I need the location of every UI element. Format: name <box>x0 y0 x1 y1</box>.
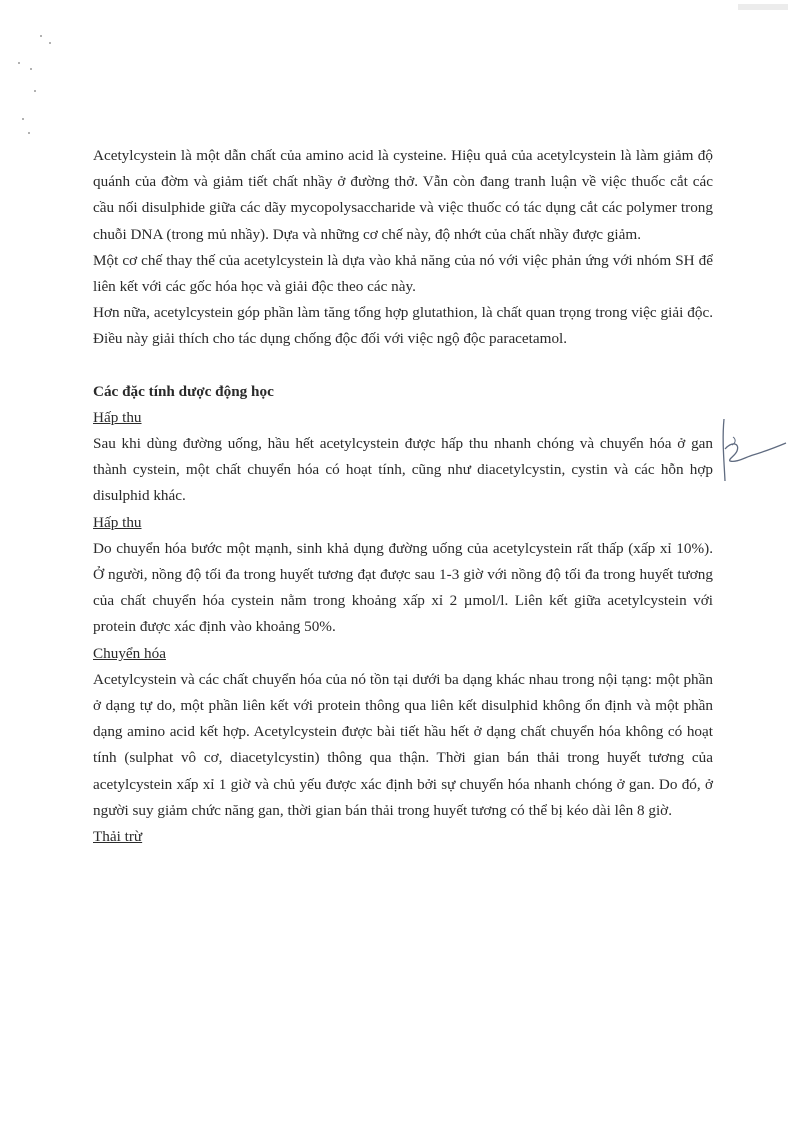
scan-speck <box>49 42 51 44</box>
elimination-heading-text: Thải trừ <box>93 828 143 846</box>
metabolism-paragraph: Acetylcystein và các chất chuyển hóa của nó tồn tại dưới ba dạng khác nhau trong nội tạng: một phần ở dạng tự do, một phần liên kết với protein thông qua liên kết disulphid không ổn định và một phần dạng amino acid kết hợp. Acetylcystein được bài tiết hầu hết ở dạng chất chuyển hóa không có hoạt tính (sulphat vô cơ, diacetylcystin) thông qua thận. Thời gian bán thải trong huyết tương của acetylcystein xấp xỉ 1 giờ và chủ yếu được xác định bởi sự chuyển hóa nhanh chóng ở gan. Do đó, ở người suy giảm chức năng gan, thời gian bán thải trong huyết tương có thể bị kéo dài lên 8 giờ. <box>93 670 713 819</box>
metabolism-heading-text: Chuyển hóa <box>93 644 166 662</box>
scan-speck <box>30 68 32 70</box>
scan-speck <box>34 90 36 92</box>
elimination-heading <box>93 824 713 850</box>
handwritten-initials <box>708 415 788 495</box>
intro-paragraph-2: Một cơ chế thay thế của acetylcystein là dựa vào khả năng của nó với việc phản ứng với nhóm SH để liên kết với các gốc hóa học và giải độc theo các này. <box>93 251 713 296</box>
bioavailability-paragraph: Do chuyển hóa bước một mạnh, sinh khả dụng đường uống của acetylcystein rất thấp (xấp xỉ 10%). Ở người, nồng độ tối đa trong huyết tương đạt được sau 1-3 giờ với nồng độ tối đa trong huyết tương của chất chuyển hóa cystein nằm trong khoảng xấp xỉ 2 µmol/l. Liên kết giữa acetylcystein với protein được xác định vào khoảng 50%. <box>93 539 713 636</box>
absorption-heading-text: Hấp thu <box>93 408 142 426</box>
pharmacokinetics-heading: Các đặc tính dược động học <box>93 382 274 400</box>
absorption-heading <box>93 405 713 431</box>
intro-paragraph-3: Hơn nữa, acetylcystein góp phần làm tăng tổng hợp glutathion, là chất quan trọng trong việc giải độc. Điều này giải thích cho tác dụng chống độc đối với việc ngộ độc paracetamol. <box>93 304 713 348</box>
metabolism-heading <box>93 641 713 667</box>
scan-speck <box>40 35 42 37</box>
document-body <box>93 143 713 850</box>
scan-speck <box>22 118 24 120</box>
scan-speck <box>28 132 30 134</box>
intro-paragraph-1: Acetylcystein là một dẫn chất của amino acid là cysteine. Hiệu quả của acetylcystein là làm giảm độ quánh của đờm và giảm tiết chất nhầy ở đường thở. Vẫn còn đang tranh luận về việc thuốc cắt các cầu nối disulphide giữa các dãy mycopolysaccharide và việc thuốc có tác dụng cắt các polymer trong chuỗi DNA (trong mủ nhầy). Dựa và những cơ chế này, độ nhớt của chất nhầy được giảm. <box>93 147 713 243</box>
absorption-paragraph: Sau khi dùng đường uống, hầu hết acetylcystein được hấp thu nhanh chóng và chuyển hóa ở gan thành cystein, một chất chuyển hóa có hoạt tính, cũng như diacetylcystin, cystin và các hỗn hợp disulphid khác. <box>93 435 713 505</box>
scan-faint-mark <box>738 4 788 10</box>
absorption-heading-2 <box>93 510 713 536</box>
scan-speck <box>18 62 20 64</box>
absorption-heading-2-text: Hấp thu <box>93 513 142 531</box>
